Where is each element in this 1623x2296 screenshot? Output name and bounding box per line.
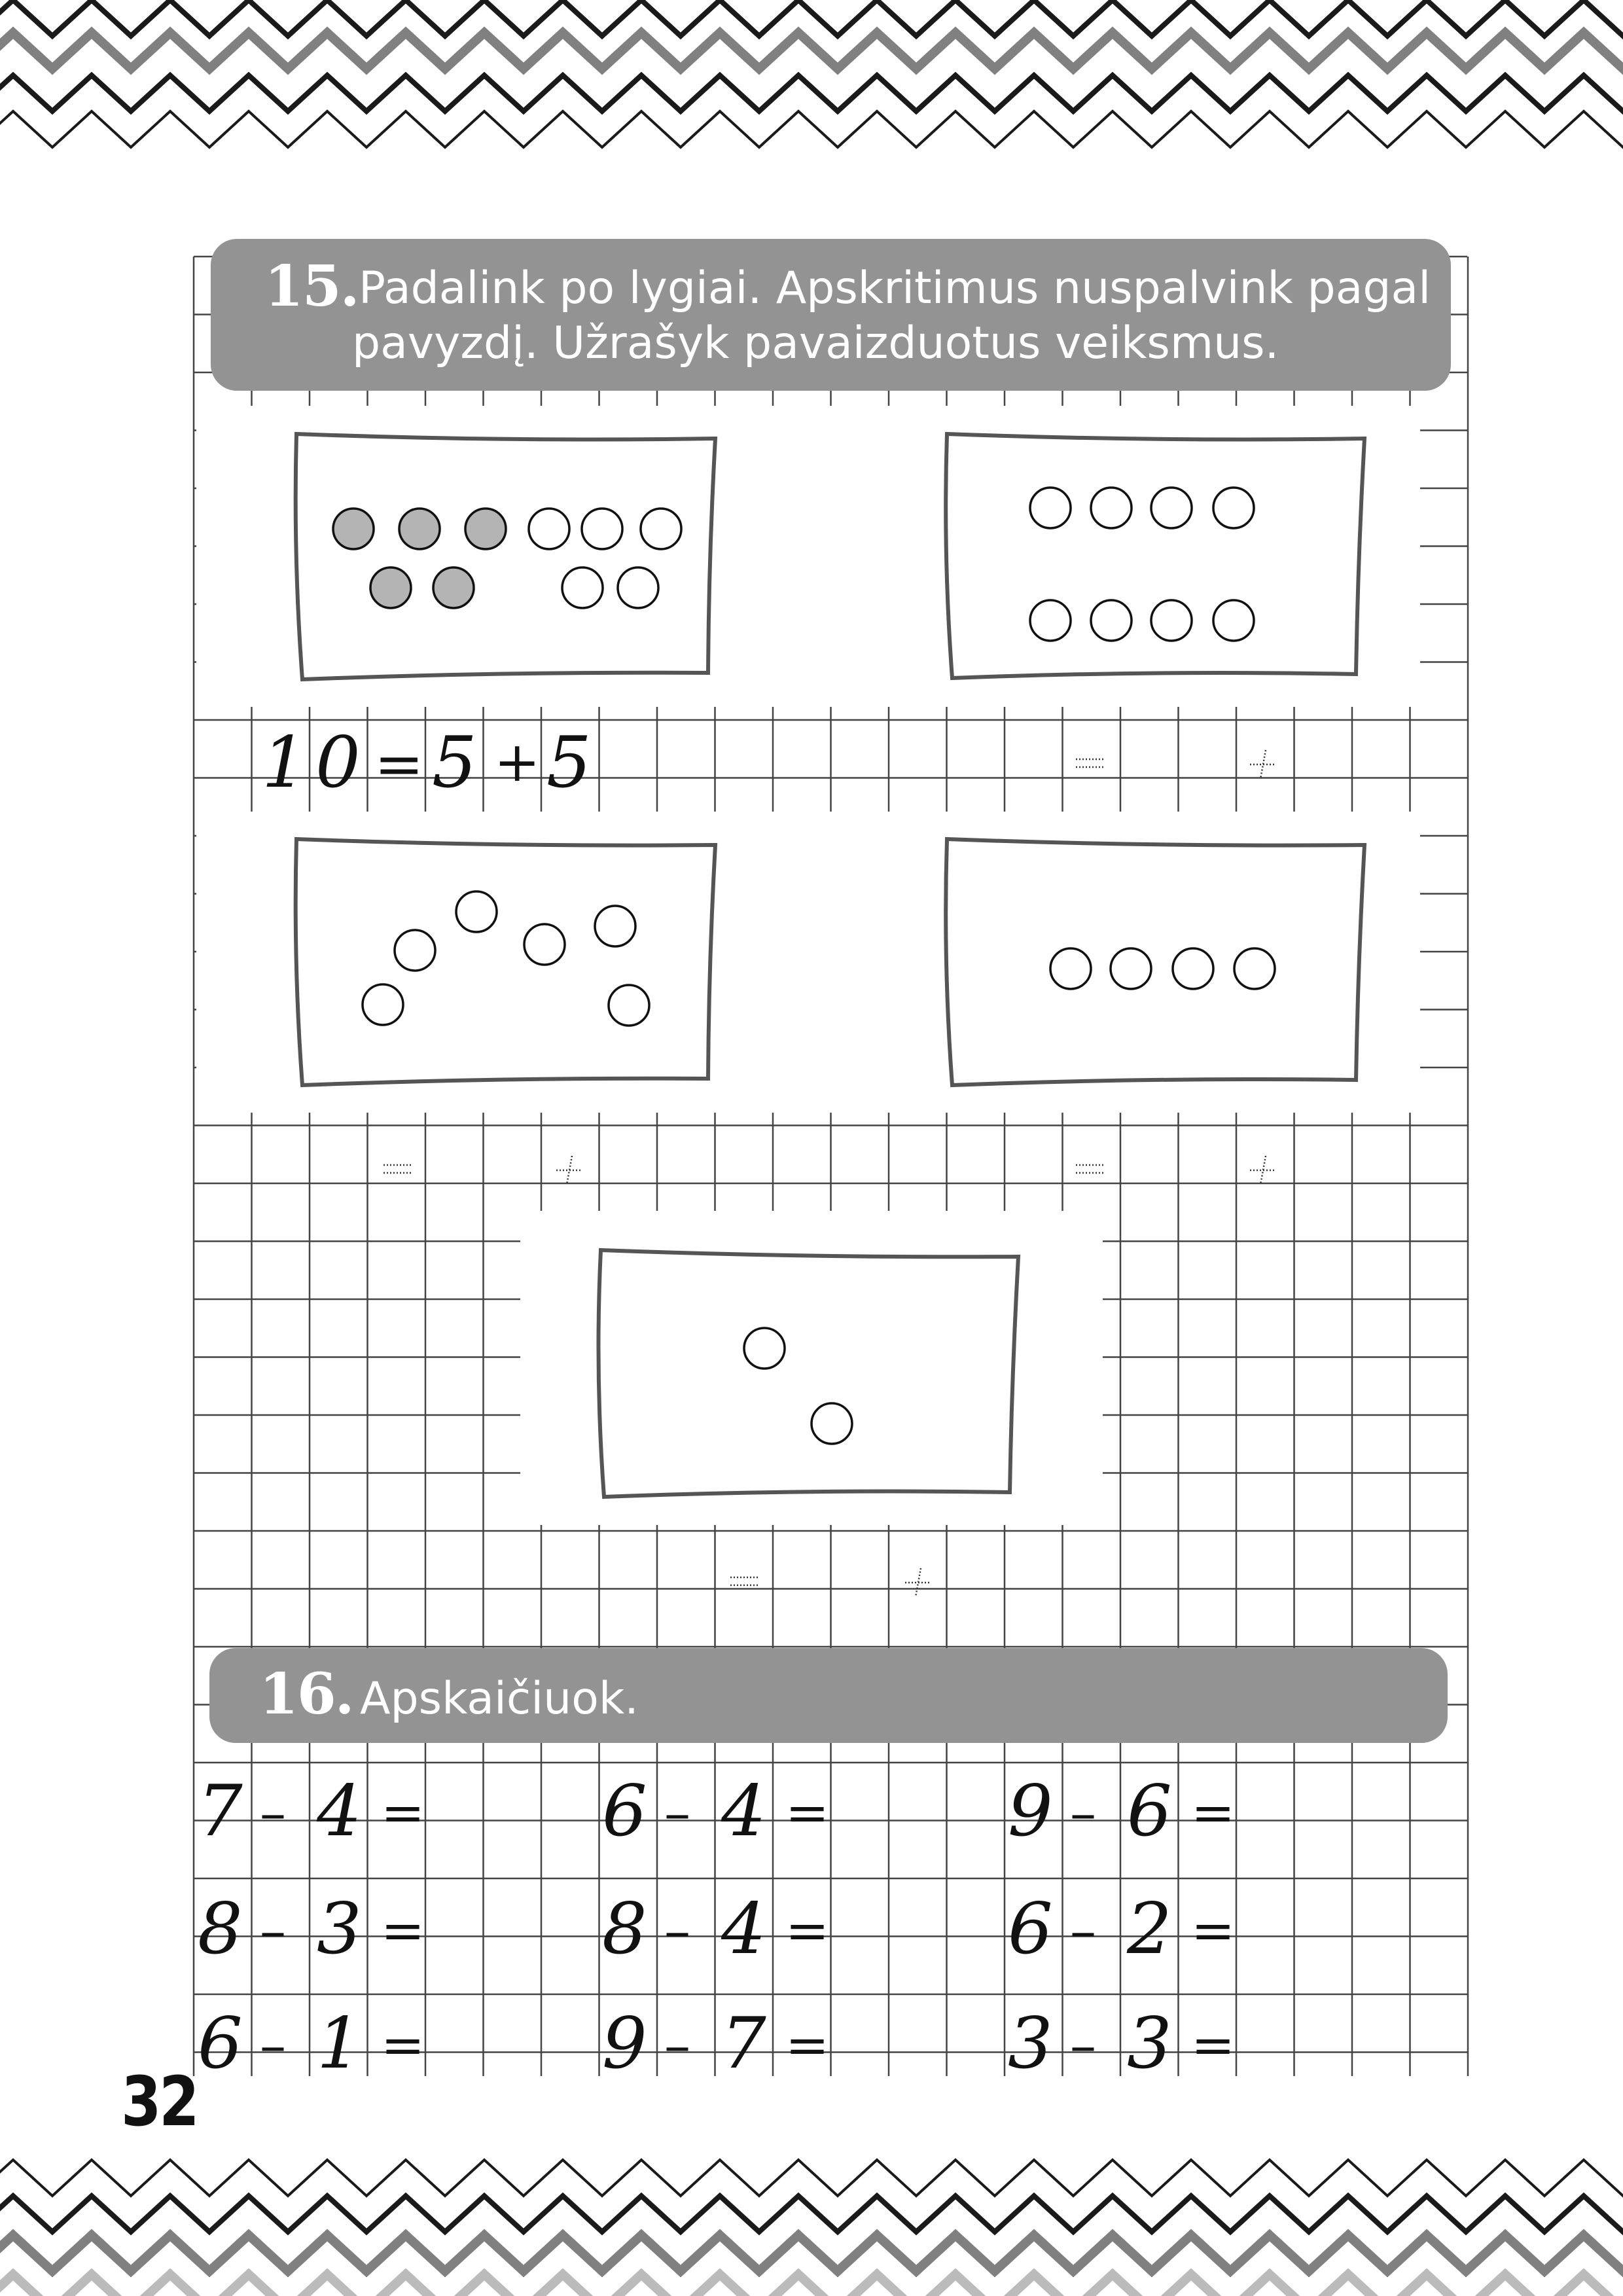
exercise-symbol: – [1070, 2015, 1096, 2075]
picture-box [946, 434, 1364, 678]
empty-circle [1030, 488, 1071, 528]
exercise-symbol: = [785, 1782, 830, 1843]
empty-circle [744, 1328, 785, 1369]
exercise-symbol: 7 [198, 1770, 243, 1852]
empty-circle [562, 567, 603, 608]
exercise-symbol: = [381, 2015, 425, 2075]
empty-circle [812, 1403, 852, 1444]
filled-circle [433, 567, 474, 608]
task15-number: 15. [264, 253, 359, 319]
zigzag-line [0, 2274, 1623, 2296]
exercise-symbol: – [1070, 1900, 1096, 1961]
empty-circle [1030, 600, 1071, 641]
exercise-symbol: 6 [602, 1770, 647, 1852]
exercise-symbol: = [1191, 1782, 1236, 1843]
example-equals: = [374, 730, 424, 798]
exercise-symbol: 1 [317, 2003, 362, 2085]
empty-circle [524, 924, 565, 965]
exercise-symbol: 3 [1127, 2003, 1172, 2085]
exercise-symbol: = [1191, 1900, 1236, 1961]
decorative-zigzag-bottom [0, 2160, 1623, 2296]
page-number: 32 [121, 2062, 198, 2142]
exercise-symbol: = [785, 2015, 830, 2075]
empty-circle [1151, 600, 1192, 641]
picture-box [296, 434, 715, 679]
filled-circle [399, 509, 440, 549]
task15-banner [211, 239, 1451, 391]
exercise-symbol: – [664, 2015, 690, 2075]
exercise-symbol: = [1191, 2015, 1236, 2075]
exercise-symbol: – [664, 1900, 690, 1961]
exercise-symbol: 6 [198, 2003, 243, 2085]
empty-circle [1111, 948, 1151, 989]
exercise-symbol: 3 [1008, 2003, 1053, 2085]
empty-circle [582, 509, 622, 549]
exercise-symbol: 4 [721, 1888, 766, 1970]
empty-circle [1213, 600, 1254, 641]
exercise-symbol: – [260, 2015, 286, 2075]
exercise-symbol: = [381, 1782, 425, 1843]
empty-circle [1151, 488, 1192, 528]
example-plus: + [494, 730, 541, 794]
example-digit-5a: 5 [432, 722, 477, 804]
empty-circle [595, 906, 635, 946]
empty-circle [609, 985, 649, 1026]
picture-box [598, 1250, 1018, 1497]
exercise-symbol: – [664, 1782, 690, 1843]
task16-number: 16. [259, 1661, 353, 1727]
empty-circle [641, 509, 681, 549]
exercise-symbol: = [785, 1900, 830, 1961]
exercise-symbol: 9 [602, 2003, 647, 2085]
empty-circle [456, 891, 497, 932]
exercise-symbol: = [381, 1900, 425, 1961]
empty-circle [363, 984, 403, 1025]
example-digit-5b: 5 [546, 722, 592, 804]
empty-circle [1050, 948, 1091, 989]
empty-circle [1091, 600, 1132, 641]
exercise-symbol: – [260, 1900, 286, 1961]
filled-circle [465, 509, 506, 549]
exercise-symbol: – [260, 1782, 286, 1843]
example-digit-1: 1 [262, 722, 307, 804]
zigzag-line [0, 111, 1623, 147]
empty-circle [1213, 488, 1254, 528]
task16-instruction: Apskaičiuok. [360, 1673, 639, 1725]
zigzag-line [0, 33, 1623, 69]
decorative-zigzag-top [0, 0, 1623, 147]
exercise-symbol: 9 [1008, 1770, 1053, 1852]
exercise-symbol: 4 [721, 1770, 766, 1852]
exercise-symbol: 8 [198, 1888, 243, 1970]
exercise-symbol: 2 [1127, 1888, 1172, 1970]
empty-circle [1091, 488, 1132, 528]
exercise-symbol: – [1070, 1782, 1096, 1843]
exercise-symbol: 4 [317, 1770, 362, 1852]
zigzag-line [0, 2196, 1623, 2232]
exercise-symbol: 6 [1008, 1888, 1053, 1970]
empty-circle [618, 567, 658, 608]
picture-box [946, 839, 1364, 1085]
exercise-symbol: 6 [1127, 1770, 1172, 1852]
empty-circle [395, 930, 435, 971]
empty-circle [1234, 948, 1275, 989]
empty-circle [529, 509, 569, 549]
exercise-symbol: 7 [721, 2003, 766, 2085]
zigzag-line [0, 2235, 1623, 2271]
exercise-symbol: 3 [317, 1888, 362, 1970]
task15-instruction-line1: Padalink po lygiai. Apskritimus nuspalvink pagal [359, 262, 1431, 314]
zigzag-line [0, 75, 1623, 111]
task16-banner [209, 1648, 1448, 1743]
example-digit-0: 0 [315, 722, 361, 804]
zigzag-line [0, 0, 1623, 36]
picture-box [296, 839, 715, 1085]
empty-circle [1173, 948, 1213, 989]
filled-circle [370, 567, 411, 608]
filled-circle [333, 509, 374, 549]
task15-instruction-line2: pavyzdį. Užrašyk pavaizduotus veiksmus. [352, 317, 1279, 369]
zigzag-line [0, 2160, 1623, 2196]
exercise-symbol: 8 [602, 1888, 647, 1970]
